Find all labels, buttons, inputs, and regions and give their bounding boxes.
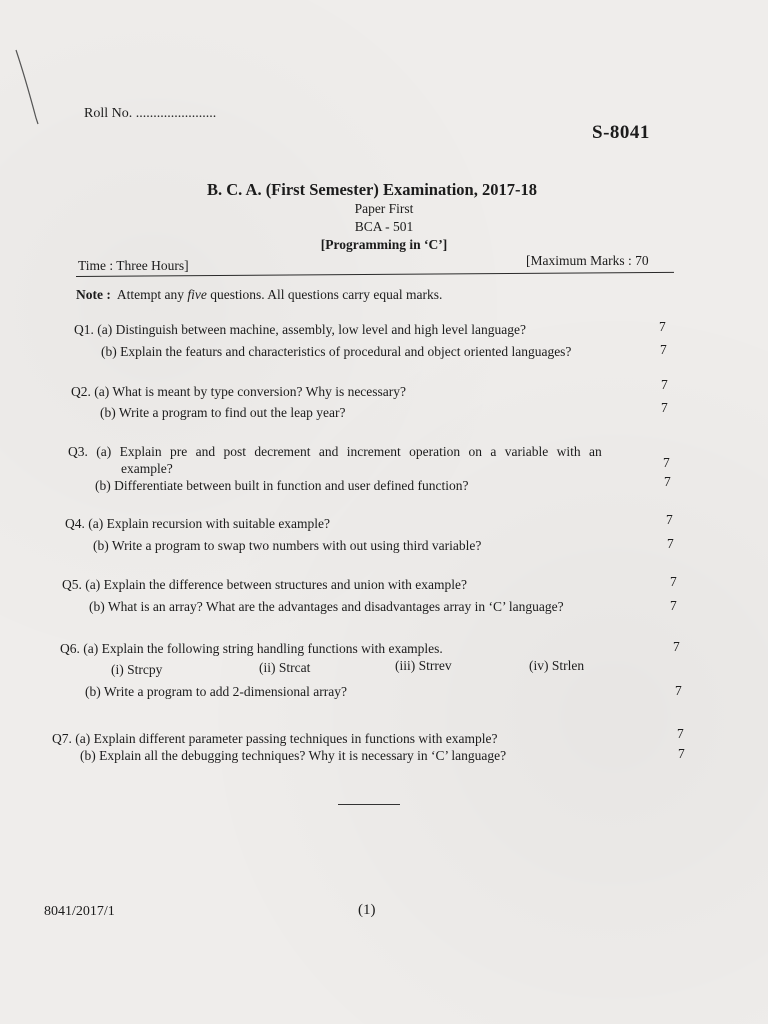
subject-title xyxy=(0,237,768,253)
pen-stroke-mark xyxy=(14,48,40,128)
marks-1a: 7 xyxy=(659,319,666,334)
question-6b xyxy=(85,684,347,700)
question-text: Distinguish between machine, assembly, low level and high level language? xyxy=(115,322,526,337)
marks-5a: 7 xyxy=(670,574,677,589)
note-text-emphasis: five xyxy=(187,287,207,302)
marks-5b: 7 xyxy=(670,598,677,613)
note-text-before: Attempt any xyxy=(116,287,188,302)
part-label: (b) xyxy=(89,599,105,614)
subject-title-text: [Programming in ‘C’] xyxy=(320,237,448,252)
question-number: Q7. xyxy=(52,731,72,746)
part-label: (b) xyxy=(95,478,111,493)
question-number: Q4. xyxy=(65,516,85,531)
question-text: Explain different parameter passing techniques in functions with example? xyxy=(93,731,498,746)
marks-3a: 7 xyxy=(663,455,670,470)
question-3a xyxy=(68,444,602,460)
part-label: (a) xyxy=(88,516,104,531)
part-label: (b) xyxy=(100,405,116,420)
question-4a xyxy=(65,516,330,532)
question-number: Q5. xyxy=(62,577,82,592)
question-5a xyxy=(62,577,467,593)
option-strlen: (iv) Strlen xyxy=(529,658,585,673)
part-label: (a) xyxy=(94,384,110,399)
question-text: What is an array? What are the advantages and disadvantages array in ‘C’ language? xyxy=(107,599,564,614)
marks-1b: 7 xyxy=(660,342,667,357)
paper-number xyxy=(0,201,768,217)
part-label: (a) xyxy=(97,322,113,337)
course-code xyxy=(0,219,768,235)
question-text: What is meant by type conversion? Why is necessary? xyxy=(112,384,407,399)
roll-number-field: Roll No. ....................... xyxy=(84,106,217,121)
marks-2a: 7 xyxy=(661,377,668,392)
marks-2b: 7 xyxy=(661,400,668,415)
part-label: (a) xyxy=(75,731,91,746)
course-code-text: BCA - 501 xyxy=(354,219,414,234)
option-strcat: (ii) Strcat xyxy=(259,660,311,675)
marks-6b: 7 xyxy=(675,683,682,698)
instructions-note xyxy=(76,287,442,303)
question-text: Write a program to find out the leap year? xyxy=(118,405,346,420)
question-6a xyxy=(60,641,443,657)
part-label: (a) xyxy=(96,444,112,459)
paper-code: S-8041 xyxy=(592,122,650,143)
paper-number-text: Paper First xyxy=(354,201,414,216)
question-1b xyxy=(101,344,571,360)
question-text: Explain the difference between structures and union with example? xyxy=(103,577,467,592)
question-7a xyxy=(52,731,497,747)
maximum-marks: [Maximum Marks : 70 xyxy=(526,253,649,268)
question-2a xyxy=(71,384,406,400)
question-number: Q1. xyxy=(74,322,94,337)
question-7b xyxy=(80,748,506,764)
part-label: (b) xyxy=(93,538,109,553)
question-number: Q3. xyxy=(68,444,88,459)
question-text: Explain the featurs and characteristics of procedural and object oriented languages? xyxy=(120,344,572,359)
marks-7b: 7 xyxy=(678,746,685,761)
marks-4a: 7 xyxy=(666,512,673,527)
end-of-paper-line xyxy=(338,804,400,805)
part-label: (a) xyxy=(85,577,101,592)
note-text-after: questions. All questions carry equal marks. xyxy=(206,287,443,302)
question-text: Write a program to add 2-dimensional array? xyxy=(103,684,348,699)
exam-title-text: B. C. A. (First Semester) Examination, 2017-18 xyxy=(207,180,537,199)
question-text: Explain all the debugging techniques? Why it is necessary in ‘C’ language? xyxy=(99,748,507,763)
question-text: Explain pre and post decrement and increment operation on a variable with an xyxy=(119,444,602,459)
marks-3b: 7 xyxy=(664,474,671,489)
part-label: (a) xyxy=(83,641,99,656)
marks-4b: 7 xyxy=(667,536,674,551)
question-text: Explain the following string handling functions with examples. xyxy=(101,641,443,656)
marks-7a: 7 xyxy=(677,726,684,741)
question-number: Q6. xyxy=(60,641,80,656)
question-2b xyxy=(100,405,346,421)
part-label: (b) xyxy=(85,684,101,699)
part-label: (b) xyxy=(101,344,117,359)
question-3b xyxy=(95,478,469,494)
page-number: (1) xyxy=(358,902,376,918)
option-strcpy: (i) Strcpy xyxy=(111,662,163,677)
question-3a-continued: example? xyxy=(121,461,173,476)
option-strrev: (iii) Strrev xyxy=(395,658,452,673)
question-text: Write a program to swap two numbers with out using third variable? xyxy=(111,538,482,553)
question-4b xyxy=(93,538,481,554)
question-number: Q2. xyxy=(71,384,91,399)
question-1a xyxy=(74,322,526,338)
exam-title xyxy=(0,180,768,200)
question-5b xyxy=(89,599,564,615)
marks-6a: 7 xyxy=(673,639,680,654)
time-allowed: Time : Three Hours] xyxy=(78,258,189,273)
footer-paper-code: 8041/2017/1 xyxy=(44,904,115,919)
question-text: Differentiate between built in function and user defined function? xyxy=(114,478,469,493)
note-label: Note : xyxy=(76,287,111,302)
part-label: (b) xyxy=(80,748,96,763)
question-text: Explain recursion with suitable example? xyxy=(106,516,331,531)
